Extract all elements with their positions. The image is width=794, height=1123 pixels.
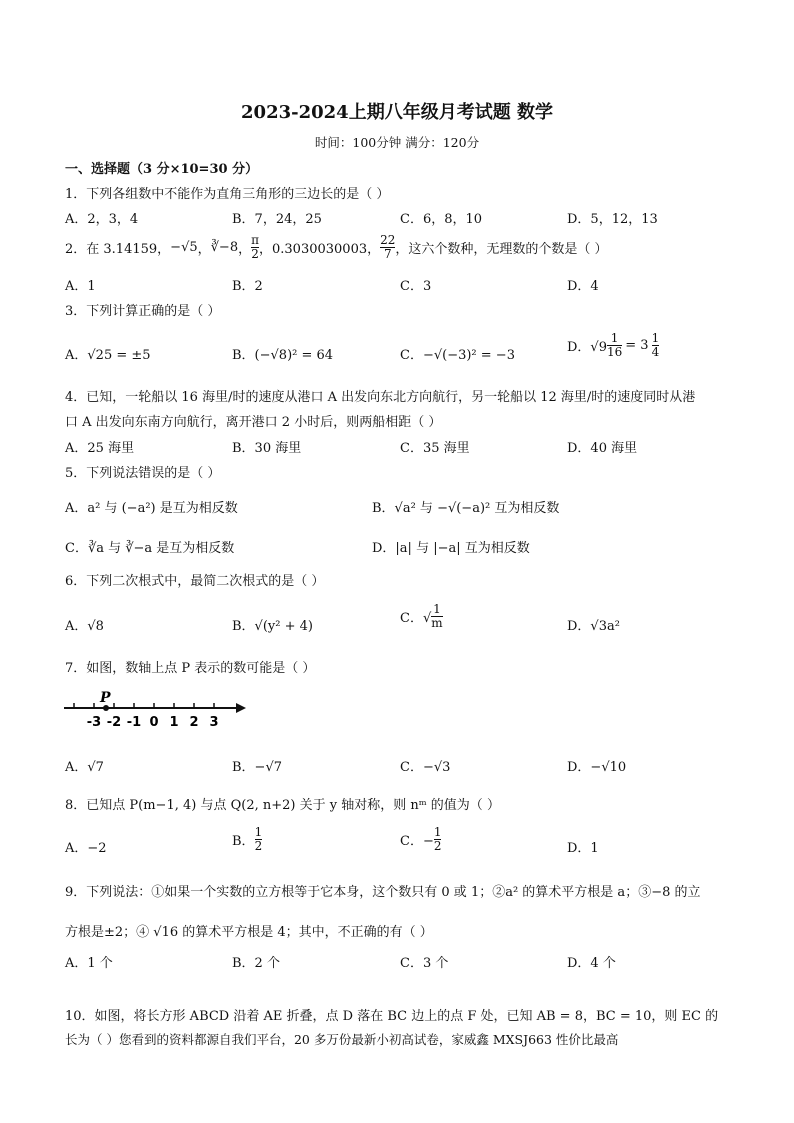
q8-b-num: 1 xyxy=(254,825,263,839)
q4-option-a: A．25 海里 xyxy=(65,441,135,456)
q2-pi-num: π xyxy=(251,233,259,247)
q8-option-a: A．−2 xyxy=(65,841,107,856)
q4-option-d: D．40 海里 xyxy=(567,441,638,456)
question-9-line-2: 方根是±2；④ √16 的算术平方根是 4；其中，不正确的有（ ） xyxy=(65,925,433,940)
q6-c-frac xyxy=(431,603,442,629)
q2-option-d: D．4 xyxy=(567,279,599,294)
q6-option-b: B．√(y² + 4) xyxy=(232,619,313,634)
q2-f-num: 22 xyxy=(380,233,396,247)
q8-c-frac xyxy=(434,826,442,852)
q5-option-c: C．∛a 与 ∛−a 是互为相反数 xyxy=(65,541,235,556)
q2-22-over-7 xyxy=(380,234,395,260)
q3-d-d1: 16 xyxy=(606,344,623,359)
question-4-line-1: 4．已知，一轮船以 16 海里/时的速度从港口 A 出发向东北方向航行，另一轮船以 12 海里/时的速度同时从港 xyxy=(65,390,696,405)
q1-option-a: A．2，3，4 xyxy=(65,212,139,227)
q2-neg-sqrt5: −√5 xyxy=(170,239,198,255)
question-2-stem xyxy=(65,234,608,260)
q6-option-d: D．√3a² xyxy=(567,619,620,634)
number-line-arrow-icon xyxy=(236,703,246,713)
q3-d-mid: = 3 xyxy=(625,337,649,353)
q8-option-d: D．1 xyxy=(567,841,599,856)
question-10-line-2: 长为（ ）您看到的资料都源自我们平台，20 多万份最新小初高试卷，家威鑫 MXSJ663 性价比最高 xyxy=(65,1032,619,1047)
q3-option-a: A．√25 = ±5 xyxy=(65,348,151,363)
q1-option-b: B．7，24，25 xyxy=(232,212,322,227)
q3-option-c: C．−√(−3)² = −3 xyxy=(400,348,515,363)
q3-option-b: B．(−√8)² = 64 xyxy=(232,348,334,363)
number-line-figure xyxy=(60,688,252,734)
question-3-stem: 3．下列计算正确的是（ ） xyxy=(65,304,221,319)
point-p-label: P xyxy=(100,690,111,706)
question-7-stem: 7．如图，数轴上点 P 表示的数可能是（ ） xyxy=(65,661,316,676)
q3-option-d xyxy=(567,332,659,358)
q2-prefix: 2．在 3.14159， xyxy=(65,241,171,257)
q7-option-a: A．√7 xyxy=(65,760,104,775)
q9-option-a: A．1 个 xyxy=(65,956,113,971)
q2-option-c: C．3 xyxy=(400,279,432,294)
q6-option-a: A．√8 xyxy=(65,619,104,634)
q9-option-b: B．2 个 xyxy=(232,956,280,971)
question-9-line-1: 9．下列说法：①如果一个实数的立方根等于它本身，这个数只有 0 或 1；②a² 的算术平方根是 a；③−8 的立 xyxy=(65,885,701,900)
number-line-tick-label: 3 xyxy=(209,715,219,730)
q2-option-b: B．2 xyxy=(232,279,263,294)
q8-c-num: 1 xyxy=(433,825,442,839)
question-4-line-2: 口 A 出发向东南方向航行，离开港口 2 小时后，则两船相距（ ） xyxy=(65,415,442,430)
question-10-line-1: 10．如图，将长方形 ABCD 沿着 AE 折叠，点 D 落在 BC 边上的点 F 处，已知 AB = 8，BC = 10，则 EC 的 xyxy=(65,1009,719,1024)
question-1-stem: 1．下列各组数中不能作为直角三角形的三边长的是（ ） xyxy=(65,187,390,202)
q2-pi-over-2 xyxy=(251,234,259,260)
question-8-stem: 8．已知点 P(m−1, 4) 与点 Q(2, n+2) 关于 y 轴对称，则 nᵐ 的值为（ ） xyxy=(65,798,500,813)
q2-mid: ，0.3030030003， xyxy=(259,241,381,257)
q9-option-c: C．3 个 xyxy=(400,956,449,971)
number-line-tick-label: 2 xyxy=(189,715,199,730)
exam-title: 2023-2024上期八年级月考试题 数学 xyxy=(241,102,553,123)
q2-pi-den: 2 xyxy=(251,246,259,261)
q2-f-den: 7 xyxy=(380,247,395,261)
question-5-stem: 5．下列说法错误的是（ ） xyxy=(65,466,221,481)
number-line-tick-label: 0 xyxy=(149,715,159,730)
section-heading: 一、选择题（3 分×10=30 分） xyxy=(65,162,259,177)
q5-option-b: B．√a² 与 −√(−a)² 互为相反数 xyxy=(372,501,560,516)
number-line-tick-label: -2 xyxy=(106,715,122,730)
q2-comma-1: ， xyxy=(197,241,211,257)
q1-option-c: C．6，8，10 xyxy=(400,212,483,227)
q8-option-c xyxy=(400,826,441,852)
q7-option-c: C．−√3 xyxy=(400,760,451,775)
q5-option-d: D．|a| 与 |−a| 互为相反数 xyxy=(372,541,530,556)
q6-option-c xyxy=(400,603,443,629)
question-6-stem: 6．下列二次根式中，最简二次根式的是（ ） xyxy=(65,574,325,589)
q4-option-c: C．35 海里 xyxy=(400,441,470,456)
q8-c-pre: C．− xyxy=(400,833,434,849)
q9-option-d: D．4 个 xyxy=(567,956,616,971)
q2-cbrt-neg8: ∛−8 xyxy=(210,239,239,255)
q6-c-num: 1 xyxy=(433,602,441,616)
q8-b-den: 2 xyxy=(254,838,263,853)
q8-b-pre: B． xyxy=(232,833,255,849)
q8-c-den: 2 xyxy=(433,838,442,853)
q3-d-frac2 xyxy=(652,332,660,358)
q2-comma-2: ， xyxy=(238,241,252,257)
q6-c-pre: C．√ xyxy=(400,610,432,626)
q7-option-d: D．−√10 xyxy=(567,760,627,775)
q2-suffix: ，这六个数种，无理数的个数是（ ） xyxy=(395,241,608,257)
q5-option-a: A．a² 与 (−a²) 是互为相反数 xyxy=(65,501,238,516)
q8-b-frac xyxy=(255,826,263,852)
q3-d-n1: 1 xyxy=(610,331,619,345)
q4-option-b: B．30 海里 xyxy=(232,441,302,456)
number-line-tick-label: 1 xyxy=(169,715,179,730)
q8-option-b xyxy=(232,826,262,852)
number-line-tick-label: -1 xyxy=(126,715,142,730)
exam-subtitle: 时间：100分钟 满分：120分 xyxy=(314,135,480,150)
q3-d-pre: D．√9 xyxy=(567,339,607,355)
q3-d-frac1 xyxy=(607,332,622,358)
q7-option-b: B．−√7 xyxy=(232,760,283,775)
number-line-tick-label: -3 xyxy=(86,715,102,730)
q1-option-d: D．5，12，13 xyxy=(567,212,658,227)
q3-d-n2: 1 xyxy=(651,331,660,345)
q2-option-a: A．1 xyxy=(65,279,96,294)
q6-c-den: m xyxy=(431,615,443,630)
q3-d-d2: 4 xyxy=(651,344,660,359)
